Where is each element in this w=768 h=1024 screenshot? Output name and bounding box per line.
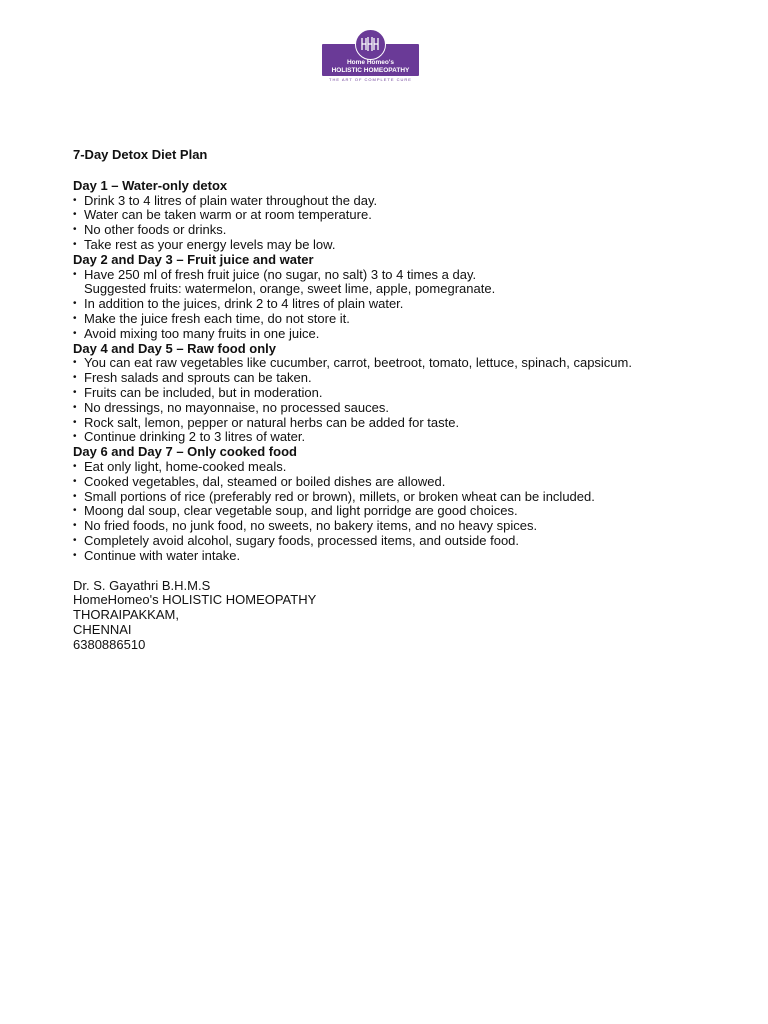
clinic-phone: 6380886510	[73, 636, 146, 652]
section-heading: Day 6 and Day 7 – Only cooked food	[73, 444, 297, 460]
list-item-text: You can eat raw vegetables like cucumber, carrot, beetroot, tomato, lettuce, spinach, capsicum.	[84, 355, 632, 371]
bullet-icon: •	[73, 431, 77, 443]
bullet-icon: •	[73, 327, 77, 339]
bullet-icon: •	[73, 312, 77, 324]
list-item	[73, 297, 743, 312]
list-item-text: Drink 3 to 4 litres of plain water throughout the day.	[84, 192, 378, 208]
list-item	[73, 194, 743, 209]
list-item-text: Cooked vegetables, dal, steamed or boiled dishes are allowed.	[84, 473, 446, 489]
bullet-icon: •	[73, 298, 77, 310]
section-heading: Day 4 and Day 5 – Raw food only	[73, 340, 276, 356]
hhh-monogram-icon	[355, 29, 386, 60]
doctor-signature-block	[73, 579, 743, 653]
list-item	[73, 401, 743, 416]
list-item-text: Take rest as your energy levels may be low.	[84, 236, 336, 252]
bullet-icon: •	[73, 209, 77, 221]
list-item-text: No dressings, no mayonnaise, no processed sauces.	[84, 399, 389, 415]
section-heading: Day 1 – Water-only detox	[73, 177, 228, 193]
clinic-logo	[322, 29, 420, 85]
section-heading: Day 2 and Day 3 – Fruit juice and water	[73, 251, 314, 267]
list-item	[73, 430, 743, 445]
logo-line-1: Home Homeo's	[346, 59, 395, 66]
section-list	[73, 356, 743, 445]
diet-plan-document	[73, 148, 743, 653]
list-item-text: Fresh salads and sprouts can be taken.	[84, 370, 312, 386]
bullet-icon: •	[73, 520, 77, 532]
list-item	[73, 327, 743, 342]
section-list	[73, 460, 743, 564]
logo-line-2: HOLISTIC HOMEOPATHY	[331, 67, 410, 74]
list-item-text: No other foods or drinks.	[84, 222, 227, 238]
section-day-6-7	[73, 445, 743, 563]
list-item-text: Completely avoid alcohol, sugary foods, processed items, and outside food.	[84, 532, 520, 548]
list-item	[73, 416, 743, 431]
list-item	[73, 386, 743, 401]
bullet-icon: •	[73, 460, 77, 472]
list-item	[73, 519, 743, 534]
bullet-icon: •	[73, 357, 77, 369]
list-item-text: No fried foods, no junk food, no sweets, no bakery items, and no heavy spices.	[84, 518, 538, 534]
list-item	[73, 356, 743, 371]
list-item-text: Small portions of rice (preferably red or brown), millets, or broken wheat can be included.	[84, 488, 595, 504]
list-item-text: In addition to the juices, drink 2 to 4 litres of plain water.	[84, 296, 404, 312]
clinic-city: CHENNAI	[73, 621, 132, 637]
bullet-icon: •	[73, 505, 77, 517]
list-item	[73, 223, 743, 238]
list-item-text: Moong dal soup, clear vegetable soup, and light porridge are good choices.	[84, 503, 518, 519]
list-item	[73, 371, 743, 386]
list-item-text: Eat only light, home-cooked meals.	[84, 458, 287, 474]
list-item	[73, 238, 743, 253]
logo-tagline: THE ART OF COMPLETE CURE	[329, 77, 412, 82]
bullet-icon: •	[73, 401, 77, 413]
bullet-icon: •	[73, 416, 77, 428]
list-item	[73, 549, 743, 564]
list-item	[73, 490, 743, 505]
bullet-icon: •	[73, 238, 77, 250]
list-item	[73, 268, 743, 283]
bullet-icon: •	[73, 386, 77, 398]
bullet-icon: •	[73, 224, 77, 236]
bullet-icon: •	[73, 194, 77, 206]
section-list	[73, 268, 743, 283]
list-item	[73, 312, 743, 327]
list-item-text: Continue with water intake.	[84, 547, 241, 563]
bullet-icon: •	[73, 475, 77, 487]
clinic-name: HomeHomeo's HOLISTIC HOMEOPATHY	[73, 592, 317, 608]
section-list	[73, 194, 743, 253]
list-item-text: Make the juice fresh each time, do not store it.	[84, 310, 350, 326]
list-item	[73, 475, 743, 490]
list-item	[73, 534, 743, 549]
section-day-1	[73, 179, 743, 253]
bullet-icon: •	[73, 490, 77, 502]
list-item	[73, 460, 743, 475]
doctor-name: Dr. S. Gayathri B.H.M.S	[73, 577, 211, 593]
list-item	[73, 504, 743, 519]
bullet-icon: •	[73, 268, 77, 280]
list-item-text: Have 250 ml of fresh fruit juice (no sugar, no salt) 3 to 4 times a day.	[84, 266, 477, 282]
document-title: 7-Day Detox Diet Plan	[73, 147, 208, 162]
list-item-text: Continue drinking 2 to 3 litres of water.	[84, 429, 306, 445]
suggested-fruits-line: Suggested fruits: watermelon, orange, sweet lime, apple, pomegranate.	[84, 281, 496, 297]
bullet-icon: •	[73, 549, 77, 561]
list-item-text: Rock salt, lemon, pepper or natural herbs can be added for taste.	[84, 414, 460, 430]
bullet-icon: •	[73, 534, 77, 546]
list-item-text: Avoid mixing too many fruits in one juice.	[84, 325, 320, 341]
section-day-4-5	[73, 342, 743, 446]
section-day-2-3	[73, 253, 743, 342]
clinic-area: THORAIPAKKAM,	[73, 607, 179, 623]
list-item-text: Water can be taken warm or at room temperature.	[84, 207, 372, 223]
list-item	[73, 208, 743, 223]
section-list	[73, 297, 743, 341]
list-item-text: Fruits can be included, but in moderation.	[84, 384, 323, 400]
bullet-icon: •	[73, 372, 77, 384]
